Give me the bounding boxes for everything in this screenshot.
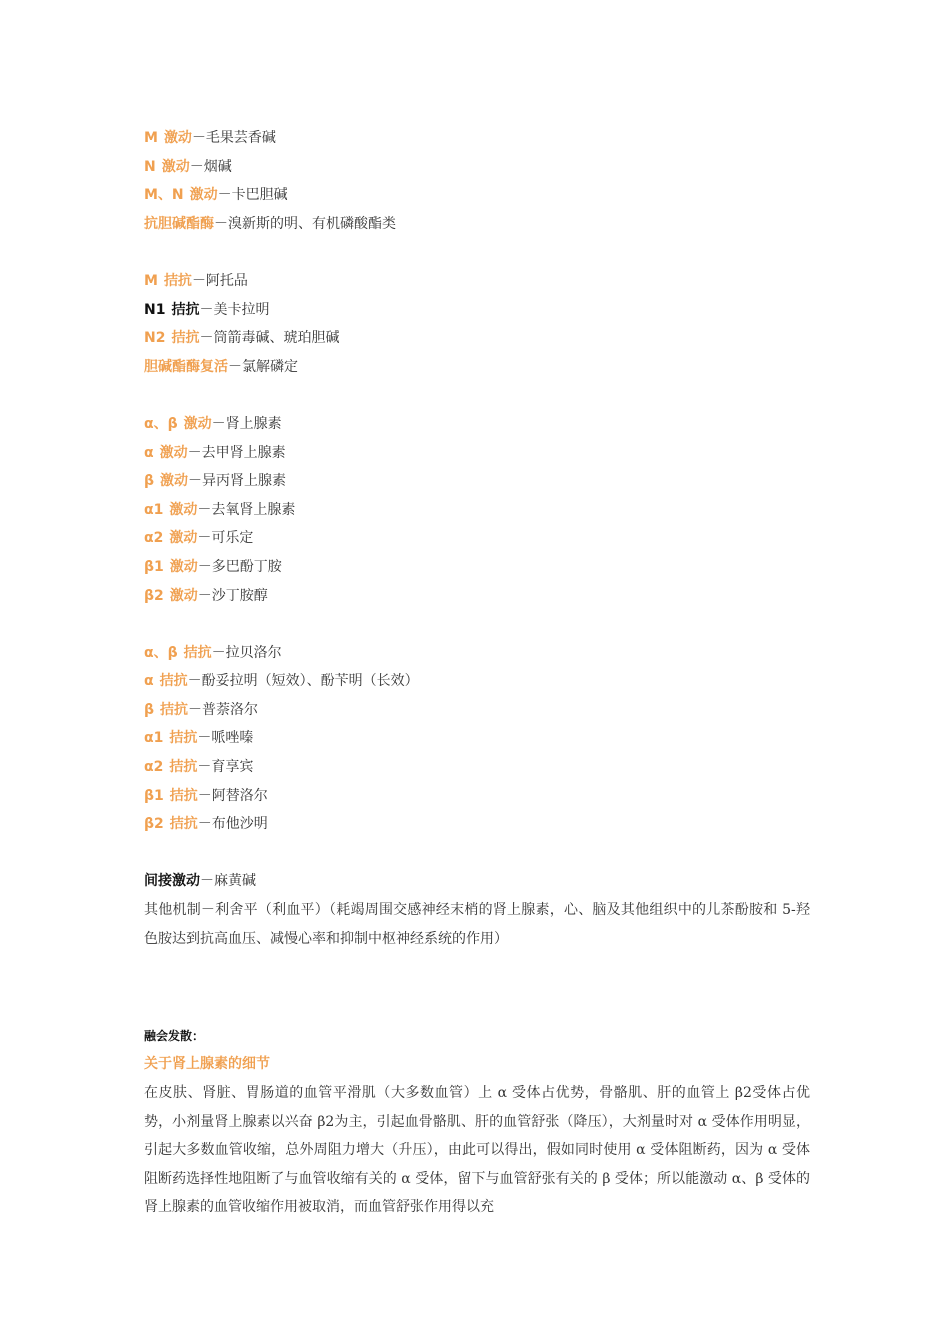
receptor-prefix: α、β [144, 644, 178, 661]
receptor-prefix: N1 [144, 301, 166, 318]
action-label: 拮抗 [169, 730, 198, 747]
drug-line [144, 210, 810, 239]
drug-name: －去甲肾上腺素 [187, 444, 286, 461]
group-spacer [144, 238, 810, 267]
action-label: 抗胆碱酯酶 [144, 215, 214, 232]
receptor-prefix: β2 [144, 816, 164, 833]
section-title-text: 融会发散： [144, 1028, 205, 1043]
action-label: 拮抗 [171, 301, 200, 318]
action-label: 激动 [169, 501, 198, 518]
drug-group-cholinergic-agonists [144, 124, 810, 238]
action-label: 拮抗 [163, 272, 192, 289]
drug-line [144, 582, 810, 611]
receptor-prefix: N2 [144, 330, 166, 347]
action-label: 拮抗 [171, 330, 200, 347]
drug-name: －氯解磷定 [228, 358, 298, 375]
action-label: 激动 [183, 415, 212, 432]
drug-name: －布他沙明 [197, 816, 268, 833]
drug-groups [144, 124, 810, 867]
drug-line [144, 696, 810, 725]
drug-name: －卡巴胆碱 [217, 187, 288, 204]
drug-line [144, 439, 810, 468]
receptor-prefix: M、N [144, 187, 184, 204]
other-mechanism: 其他机制－利舍平（利血平）（耗竭周围交感神经末梢的肾上腺素，心、脑及其他组织中的儿茶酚胺和 5-羟色胺达到抗高血压、减慢心率和抑制中枢神经系统的作用） [144, 902, 810, 947]
receptor-prefix: α [144, 444, 154, 461]
drug-name: －筒箭毒碱、琥珀胆碱 [199, 330, 340, 347]
action-label: 拮抗 [169, 816, 198, 833]
drug-name: －哌唑嗪 [197, 730, 254, 747]
drug-line [144, 410, 810, 439]
drug-name: －可乐定 [197, 530, 254, 547]
drug-line [144, 296, 810, 325]
section-title [144, 1022, 810, 1051]
drug-line [144, 153, 810, 182]
drug-name: －美卡拉明 [199, 301, 270, 318]
receptor-prefix: N [144, 158, 156, 175]
action-label: 激动 [159, 444, 188, 461]
receptor-prefix: β1 [144, 558, 164, 575]
receptor-prefix: α1 [144, 730, 164, 747]
action-label: 激动 [169, 558, 198, 575]
indirect-label: 间接激动 [144, 873, 200, 890]
drug-line [144, 639, 810, 668]
action-label: 拮抗 [183, 644, 212, 661]
receptor-prefix: α2 [144, 759, 164, 776]
sub-title [144, 1050, 810, 1079]
drug-line [144, 753, 810, 782]
drug-line [144, 124, 810, 153]
indirect-line [144, 867, 810, 896]
drug-name: －沙丁胺醇 [197, 587, 268, 604]
drug-name: －普萘洛尔 [188, 701, 259, 718]
drug-line [144, 810, 810, 839]
drug-name: －多巴酚丁胺 [197, 558, 282, 575]
drug-group-adrenergic-agonists [144, 410, 810, 610]
drug-name: －酚妥拉明（短效）、酚苄明（长效） [187, 673, 419, 690]
group-spacer [144, 381, 810, 410]
body-paragraph: 在皮肤、肾脏、胃肠道的血管平滑肌（大多数血管）上 α 受体占优势，骨骼肌、肝的血管上 β2受体占优势，小剂量肾上腺素以兴奋 β2为主，引起血骨骼肌、肝的血管舒张（降压），大剂量时对 α 受体作用明显，引起大多数血管收缩，总外周阻力增大（升压），由此可以得出，假如同时使用 α 受体阻断药，因为 α 受体阻断药选择性地阻断了与血管收缩有关的 α 受体，留下与血管舒张有关的 β 受体；所以能激动 α、β 受体的肾上腺素的血管收缩作用被取消，而血管舒张作用得以充 [144, 1085, 810, 1216]
drug-name: －拉贝洛尔 [211, 644, 282, 661]
drug-name: －烟碱 [189, 158, 232, 175]
drug-group-cholinergic-antagonists [144, 267, 810, 381]
drug-line [144, 553, 810, 582]
drug-line [144, 724, 810, 753]
drug-name: －育享宾 [197, 759, 254, 776]
group-spacer [144, 839, 810, 868]
receptor-prefix: α1 [144, 501, 164, 518]
drug-name: －异丙肾上腺素 [188, 473, 287, 490]
drug-name: －肾上腺素 [211, 415, 282, 432]
receptor-prefix: β1 [144, 787, 164, 804]
action-label: 激动 [169, 587, 198, 604]
drug-name: －溴新斯的明、有机磷酸酯类 [214, 215, 396, 232]
receptor-prefix: α、β [144, 415, 178, 432]
drug-name: －毛果芸香碱 [191, 130, 276, 146]
drug-line [144, 267, 810, 296]
action-label: 激动 [161, 158, 190, 175]
action-label: 激动 [169, 530, 198, 547]
drug-name: －去氧肾上腺素 [197, 501, 296, 518]
drug-line [144, 467, 810, 496]
action-label: 激动 [160, 473, 189, 490]
drug-line [144, 667, 810, 696]
action-label: 激动 [163, 130, 192, 146]
indirect-desc: －麻黄碱 [200, 873, 256, 890]
drug-line [144, 782, 810, 811]
receptor-prefix: α2 [144, 530, 164, 547]
action-label: 胆碱酯酶复活 [144, 358, 228, 375]
action-label: 拮抗 [169, 787, 198, 804]
action-label: 激动 [189, 187, 218, 204]
receptor-prefix: β [144, 701, 155, 718]
sub-title-text: 关于肾上腺素的细节 [144, 1056, 270, 1073]
group-spacer [144, 610, 810, 639]
drug-line [144, 496, 810, 525]
receptor-prefix: M [144, 130, 158, 146]
drug-line [144, 181, 810, 210]
receptor-prefix: α [144, 673, 154, 690]
drug-name: －阿托品 [191, 272, 248, 289]
drug-group-adrenergic-antagonists [144, 639, 810, 839]
action-label: 拮抗 [159, 673, 188, 690]
action-label: 拮抗 [160, 701, 189, 718]
document-page [144, 124, 810, 1222]
drug-line [144, 324, 810, 353]
drug-line [144, 353, 810, 382]
receptor-prefix: M [144, 272, 158, 289]
receptor-prefix: β [144, 473, 155, 490]
action-label: 拮抗 [169, 759, 198, 776]
drug-name: －阿替洛尔 [197, 787, 268, 804]
drug-line [144, 524, 810, 553]
receptor-prefix: β2 [144, 587, 164, 604]
